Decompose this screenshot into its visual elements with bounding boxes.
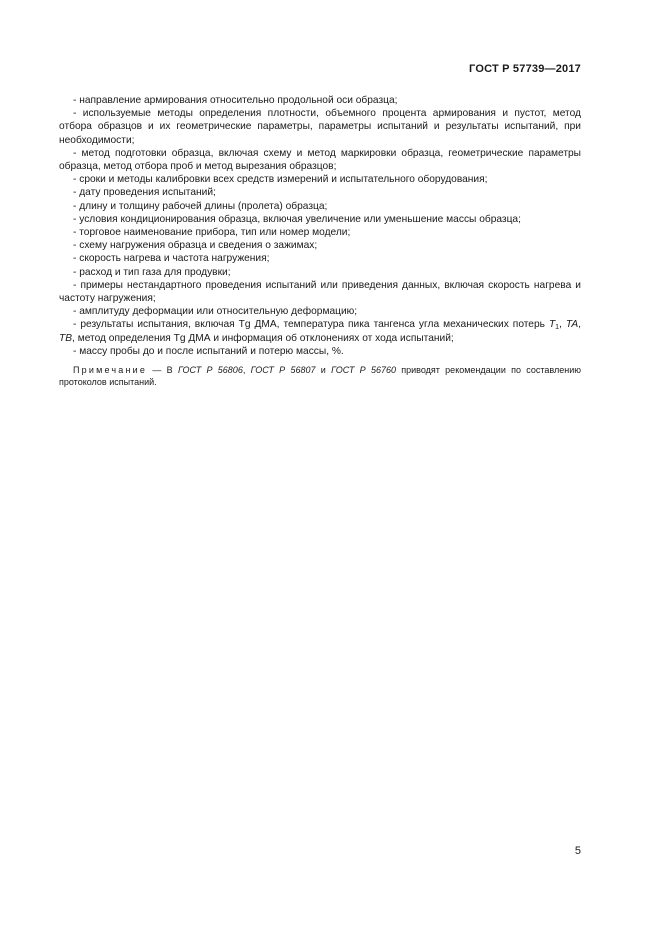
list-item: - амплитуду деформации или относительную деформацию; (73, 306, 358, 318)
list-item: - метод подготовки образца, включая схему и метод маркировки образца, геометрические параметры образца, метод отбора проб и метод вырезания образцов; (59, 147, 581, 173)
list-item: - условия кондиционирования образца, включая увеличение или уменьшение массы образца; (73, 213, 521, 225)
list-item: - торговое наименование прибора, тип или номер модели; (73, 227, 351, 239)
note-dash: — В (147, 365, 178, 375)
note-ref-1: ГОСТ Р 56806 (177, 365, 243, 375)
document-code-header: ГОСТ Р 57739—2017 (469, 63, 581, 75)
list-item: - дату проведения испытаний; (73, 187, 216, 199)
note-rest: приводят рекомендации по составлению протоколов испытаний. (59, 365, 582, 387)
results-suffix: , метод определения Tg ДМА и информация об отклонениях от хода испытаний; (72, 332, 454, 344)
requirements-list (59, 94, 581, 358)
tb-symbol: TB (59, 332, 73, 344)
results-sep1: , (559, 319, 566, 331)
list-item: - расход и тип газа для продувки; (73, 266, 231, 278)
results-sep2: , (578, 319, 581, 331)
note-ref-3: ГОСТ Р 56760 (331, 365, 396, 375)
list-item: - направление армирования относительно продольной оси образца; (73, 95, 398, 106)
note-sep: , (242, 365, 251, 375)
note-and: и (315, 365, 332, 375)
page-number: 5 (574, 845, 581, 857)
results-prefix: - результаты испытания, включая Tg ДМА, температура пика тангенса угла механических потерь (73, 319, 549, 331)
note-ref-2: ГОСТ Р 56807 (250, 365, 316, 375)
list-item: - скорость нагрева и частота нагружения; (73, 253, 270, 265)
list-item: - длину и толщину рабочей длины (пролета) образца; (73, 200, 328, 212)
ta-symbol: TA (565, 319, 579, 331)
note-label: Примечание (73, 365, 148, 375)
list-item: - примеры нестандартного проведения испытаний или приведения данных, включая скорость нагрева и частоту нагружения; (59, 279, 581, 305)
t1-subscript: 1 (555, 324, 560, 332)
note-paragraph (59, 364, 581, 388)
list-item: - схему нагружения образца и сведения о зажимах; (73, 240, 318, 252)
list-item: - массу пробы до и после испытаний и потерю массы, %. (73, 345, 344, 357)
t1-symbol: T (548, 319, 556, 331)
list-item-results (59, 318, 581, 344)
list-item: - используемые методы определения плотности, объемного процента армирования и пустот, метод отбора образцов и их геометрические параметры, параметры испытаний и результаты испытаний, при необходимости; (59, 108, 581, 146)
list-item: - сроки и методы калибровки всех средств измерений и испытательного оборудования; (73, 174, 488, 186)
